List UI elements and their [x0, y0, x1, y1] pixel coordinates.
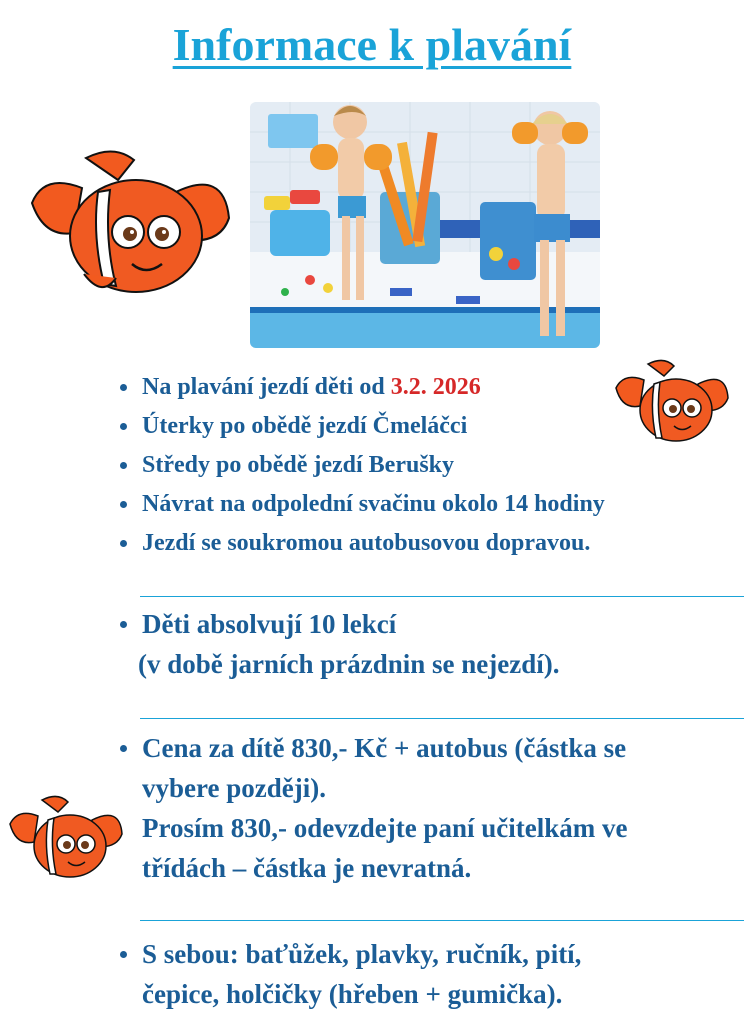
- schedule-list: [116, 368, 726, 563]
- bring-line: čepice, holčičky (hřeben + gumička).: [142, 979, 563, 1009]
- price-line: vybere později).: [142, 773, 326, 803]
- price-block: [116, 728, 732, 888]
- page-title: Informace k plavání: [172, 19, 572, 70]
- list-item: Úterky po obědě jezdí Čmeláčci: [116, 407, 726, 446]
- divider: [140, 596, 744, 597]
- price-line: Cena za dítě 830,- Kč + autobus (částka se: [142, 733, 627, 763]
- bullet: [120, 621, 127, 628]
- lessons-line: Děti absolvují 10 lekcí: [142, 609, 397, 639]
- start-date: 3.2. 2026: [390, 374, 481, 400]
- list-item: [116, 368, 726, 407]
- bullet: [120, 951, 127, 958]
- children-pool-photo: [250, 102, 600, 348]
- lessons-note: (v době jarních prázdnin se nejezdí).: [138, 649, 560, 679]
- divider: [140, 718, 744, 719]
- list-item: Návrat na odpolední svačinu okolo 14 hodiny: [116, 485, 726, 524]
- clownfish-icon: [24, 148, 234, 308]
- price-line: třídách – částka je nevratná.: [142, 853, 472, 883]
- clownfish-icon: [6, 794, 124, 886]
- price-line: Prosím 830,- odevzdejte paní učitelkám ve: [142, 813, 628, 843]
- list-item-text: Na plavání jezdí děti od: [142, 374, 391, 400]
- pool-photo-illustration: [250, 102, 600, 348]
- bring-block: [116, 934, 732, 1014]
- bullet: [120, 745, 127, 752]
- list-item: Jezdí se soukromou autobusovou dopravou.: [116, 524, 726, 563]
- list-item: Středy po obědě jezdí Berušky: [116, 446, 726, 485]
- lessons-block: [116, 604, 732, 684]
- divider: [140, 920, 744, 921]
- bring-line: S sebou: baťůžek, plavky, ručník, pití,: [142, 939, 582, 969]
